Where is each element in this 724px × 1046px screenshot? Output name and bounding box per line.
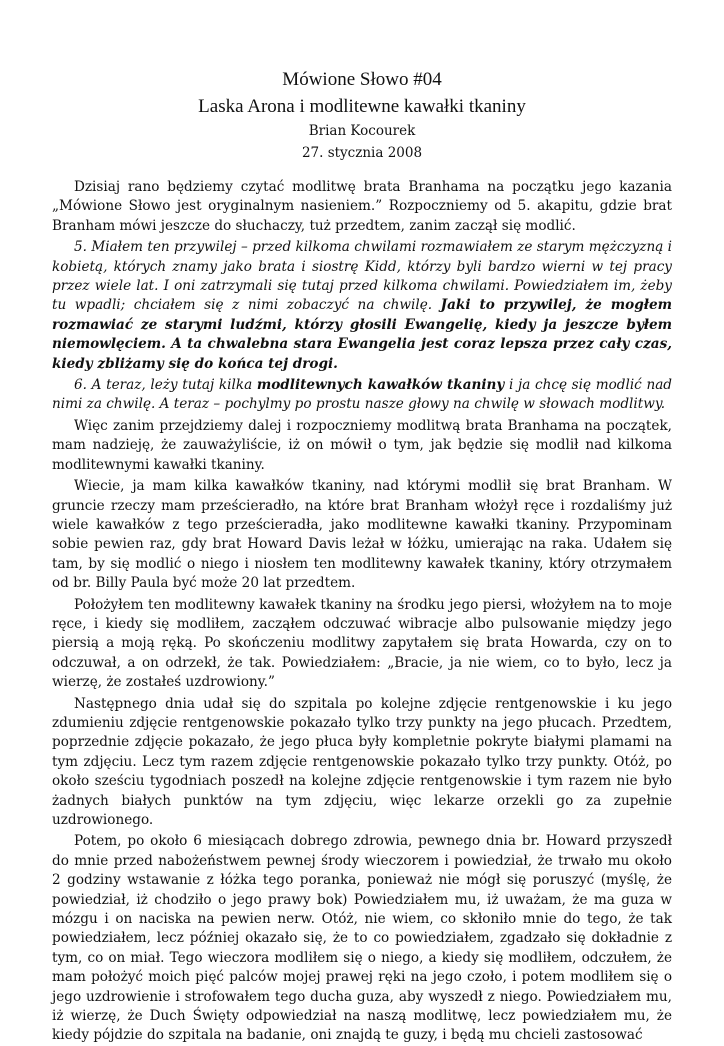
paragraph-intro: Dzisiaj rano będziemy czytać modlitwę brata Branhama na początku jego kazania „Mówione Słowo jest oryginalnym nasieniem.” Rozpoczniemy od 5. akapitu, gdzie brat Branham mówi jeszcze do słuchaczy, tuż przedtem, zanim zaczął się modlić.: [52, 179, 672, 234]
paragraph-4: Położyłem ten modlitewny kawałek tkaniny na środku jego piersi, włożyłem na to moje ręce, i kiedy się modliłem, zacząłem odczuwać wibracje albo pulsowanie między jego piersią a moją ręką. Po skończeniu modlitwy zapytałem się brata Howarda, czy on to odczuwał, a on odrzekł, że tak. Powiedziałem: „Bracie, ja nie wiem, co to było, lecz ja wierzę, że zostałeś uzdrowiony.”: [52, 596, 672, 691]
date: 27. stycznia 2008: [301, 145, 423, 161]
quote-6-text-start: 6. A teraz, leży tutaj kilka: [74, 377, 257, 394]
paragraph-6: Potem, po około 6 miesiącach dobrego zdrowia, pewnego dnia br. Howard przyszedł do mnie przed nabożeństwem pewnej środy wieczorem i powiedział, że trwało mu około 2 godziny wstawanie z łóżka tego poranka, ponieważ nie mógł się poruszyć (myślę, że powiedział, iż chodziło o jego prawy bok) Powiedziałem mu, iż uważam, że ma guza w mózgu i on naciska na pewien nerw. Otóż, nie wiem, co skłoniło mnie do tego, że tak powiedziałem, lecz później okazało się, że to co powiedziałem, zgadzało się dokładnie z tym, co on miał. Tego wieczora modliłem się o niego, a kiedy się modliłem, odczułem, że mam położyć moich pięć palców mojej prawej ręki na jego czoło, i potem modliłem się o jego uzdrowienie i strofowałem tego ducha guza, aby wyszedł z niego. Powiedziałem mu, iż wierzę, że Duch Święty odpowiedział na naszą modlitwę, lecz powiedziałem mu, że kiedy pójdzie do szpitala na badanie, oni znajdą te guzy, i będą mu chcieli zastosować: [52, 833, 672, 1044]
quote-5-text: 5. Miałem ten przywilej – przed kilkoma chwilami rozmawiałem ze starym mężczyzną i kobietą, których znamy jako brata i siostrę Kidd, którzy byli bardzo wierni w tej pracy przez wiele lat. I oni zatrzymali się tutaj przed kilkoma chwilami. Powiedziałem im, żeby tu wpadli; chciałem się z nimi zobaczyć na chwilę.: [52, 239, 672, 314]
author: Brian Kocourek: [308, 123, 416, 139]
quote-6-emphasis: modlitewnych kawałków tkaniny: [256, 377, 505, 394]
document-subtitle: Laska Arona i modlitewne kawałki tkaniny: [198, 96, 526, 117]
document-body: [52, 178, 672, 1046]
paragraph-2: Więc zanim przejdziemy dalej i rozpoczniemy modlitwą brata Branhama na początek, mam nadzieję, że zauważyliście, iż on mówił o tym, jak będzie się modlił nad kilkoma modlitewnymi kawałki tkaniny.: [52, 417, 672, 473]
quote-paragraph-6: [52, 376, 672, 415]
quote-paragraph-5: [52, 238, 672, 374]
paragraph-3: Wiecie, ja mam kilka kawałków tkaniny, nad którymi modlił się brat Branham. W gruncie rzeczy mam prześcieradło, na które brat Branham włożył ręce i rozdaliśmy już wiele kawałków z tego prześcieradła, jako modlitewne kawałki tkaniny. Przypominam sobie pewien raz, gdy brat Howard Davis leżał w łóżku, umierając na raka. Udałem się tam, by się modlić o niego i niosłem ten modlitewny kawałek tkaniny, który otrzymałem od br. Billy Paula być może 20 lat przedtem.: [52, 478, 672, 592]
document-header: [52, 66, 672, 164]
quote-5-emphasis: Jaki to przywilej, że mogłem rozmawiać ze starymi ludźmi, którzy głosili Ewangelię, kiedy ja jeszcze byłem niemowlęciem. A ta chwalebna stara Ewangelia jest coraz lepsza przez cały czas, kiedy zbliżamy się do końca tej drogi.: [52, 297, 672, 372]
document-title: Mówione Słowo #04: [282, 69, 442, 90]
paragraph-5: Następnego dnia udał się do szpitala po kolejne zdjęcie rentgenowskie i ku jego zdumieniu zdjęcie rentgenowskie pokazało tylko trzy punkty na jego płucach. Przedtem, poprzednie zdjęcie pokazało, że jego płuca były kompletnie pokryte białymi plamami na tym zdjęciu. Lecz tym razem zdjęcie rentgenowskie pokazało tylko trzy punkty. Otóż, po około sześciu tygodniach poszedł na kolejne zdjęcie rentgenowskie i tym razem nie było żadnych białych punktów na tym zdjęciu, więc lekarze orzekli go za zupełnie uzdrowionego.: [52, 695, 672, 828]
quote-6-text-end: i ja chcę się modlić nad nimi za chwilę. A teraz – pochylmy po prostu nasze głowy na chwilę w słowach modlitwy.: [52, 377, 673, 413]
